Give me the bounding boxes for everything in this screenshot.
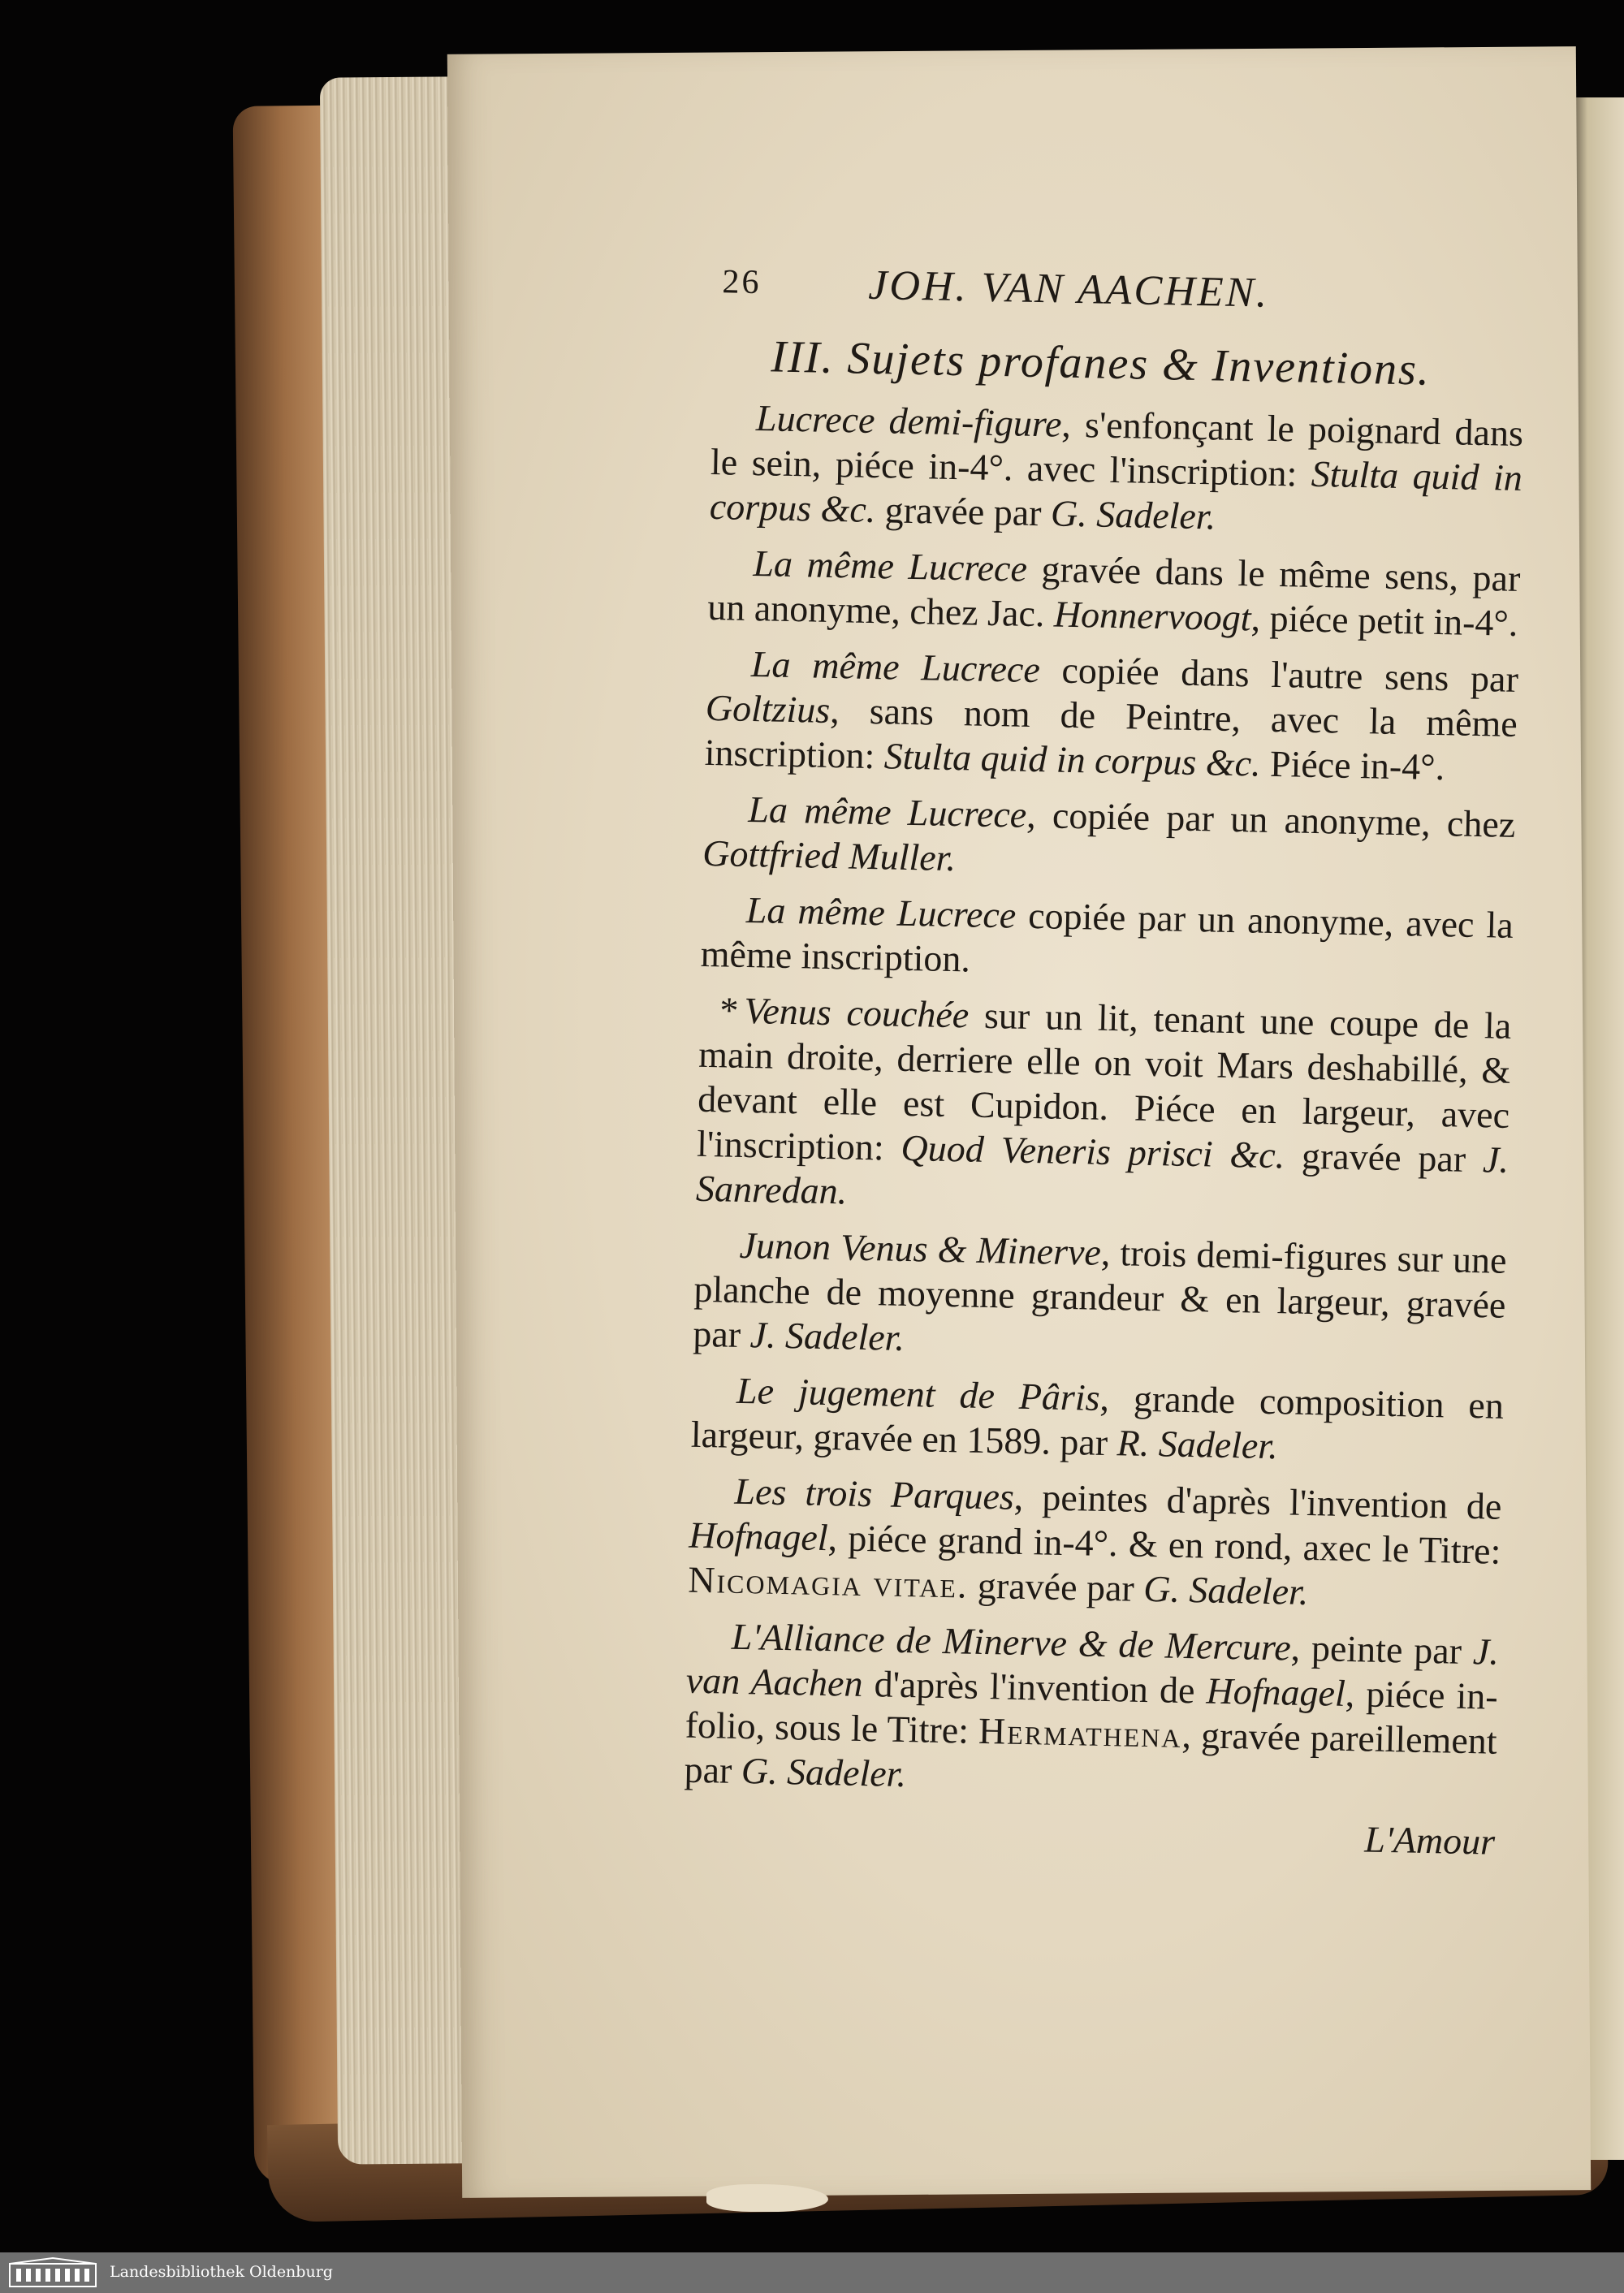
running-title: JOH. VAN AACHEN. — [867, 261, 1270, 317]
page-number: 26 — [721, 263, 762, 302]
catalog-entry: La même Lucrece copiée dans l'autre sens par Goltzius, sans nom de Peintre, avec la même inscription: Stulta quid in corpus &c. Piéce in-4°. — [704, 643, 1519, 788]
catalog-entry: Le jugement de Pâris, grande composition en largeur, gravée en 1589. par R. Sadeler. — [690, 1369, 1505, 1467]
paper-tear — [706, 2184, 828, 2212]
page-text — [683, 260, 1527, 1864]
library-building-icon — [8, 2257, 97, 2288]
catalog-entry: L'Alliance de Minerve & de Mercure, peinte par J. van Aachen d'après l'invention de Hofnagel, piéce in-folio, sous le Titre: Hermathena, gravée pareillement par G. Sadeler. — [684, 1615, 1500, 1795]
section-heading: III. Sujets profanes & Inventions. — [770, 331, 1432, 395]
library-name: Landesbibliothek Oldenburg — [110, 2263, 333, 2281]
catchword: L'Amour — [1363, 1818, 1496, 1863]
catalog-entry: La même Lucrece, copiée par un anonyme, chez Gottfried Muller. — [702, 788, 1516, 879]
catalog-entry: * Venus couchée sur un lit, tenant une coupe de la main droite, derriere elle on voit Mars deshabillé, & devant elle est Cupidon. Piéce en largeur, avec l'inscription: Quod Veneris prisci &c. gravée par J. Sanredan. — [695, 987, 1511, 1227]
catalog-entry: La même Lucrece gravée dans le même sens, par un anonyme, chez Jac. Honnervoogt, piéce petit in-4°. — [706, 542, 1521, 644]
catalog-entry: Lucrece demi-figure, s'enfonçant le poignard dans le sein, piéce in-4°. avec l'inscription: Stulta quid in corpus &c. gravée par G. Sadeler. — [709, 397, 1524, 538]
catalog-entry: Les trois Parques, peintes d'après l'invention de Hofnagel, piéce grand in-4°. & en rond, axec le Titre: Nicomagia vitae. gravée par G. Sadeler. — [687, 1470, 1502, 1613]
catalog-entry: La même Lucrece copiée par un anonyme, avec la même inscription. — [700, 888, 1514, 980]
library-footer — [0, 2252, 1624, 2293]
asterisk-marker: * — [719, 989, 739, 1031]
catalog-entry: Junon Venus & Minerve, trois demi-figures sur une planche de moyenne grandeur & en largeur, gravée par J. Sadeler. — [692, 1224, 1507, 1358]
